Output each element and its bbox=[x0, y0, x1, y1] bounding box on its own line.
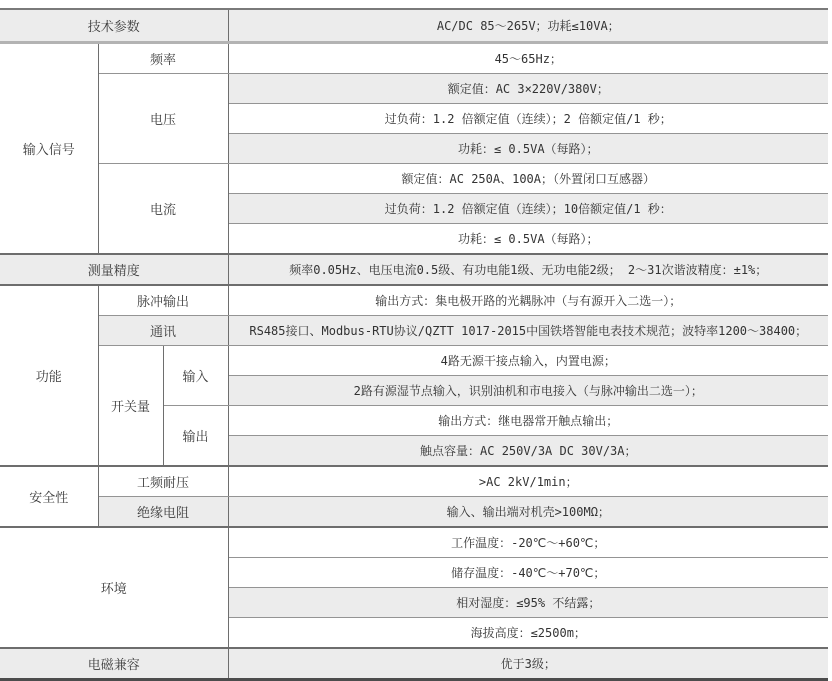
value-relative-humidity: 相对湿度：≤95% 不结露； bbox=[228, 588, 828, 618]
table-row bbox=[0, 254, 828, 285]
value-communication: RS485接口、Modbus-RTU协议/QZTT 1017-2015中国铁塔智能电表技术规范；波特率1200～38400； bbox=[228, 316, 828, 346]
value-di-dry-contact: 4路无源干接点输入，内置电源； bbox=[228, 346, 828, 376]
value-withstand-voltage: >AC 2kV/1min； bbox=[228, 466, 828, 497]
row-label-tech-params: 技术参数 bbox=[0, 9, 228, 43]
row-label-digital-input: 输入 bbox=[163, 346, 228, 406]
row-label-current: 电流 bbox=[98, 164, 228, 255]
value-voltage-consumption: 功耗：≤ 0.5VA（每路）； bbox=[228, 134, 828, 164]
row-label-communication: 通讯 bbox=[98, 316, 228, 346]
table-row bbox=[0, 9, 828, 43]
row-label-environment: 环境 bbox=[0, 527, 228, 648]
row-label-withstand-voltage: 工频耐压 bbox=[98, 466, 228, 497]
table-row bbox=[0, 74, 828, 104]
row-label-safety: 安全性 bbox=[0, 466, 98, 527]
row-label-frequency: 频率 bbox=[98, 43, 228, 74]
table-row bbox=[0, 466, 828, 497]
row-label-voltage: 电压 bbox=[98, 74, 228, 164]
value-working-temperature: 工作温度：-20℃～+60℃； bbox=[228, 527, 828, 558]
table-row bbox=[0, 497, 828, 528]
table-row bbox=[0, 346, 828, 376]
row-label-pulse-output: 脉冲输出 bbox=[98, 285, 228, 316]
value-accuracy: 频率0.05Hz、电压电流0.5级、有功电能1级、无功电能2级； 2～31次谐波精度：±1%； bbox=[228, 254, 828, 285]
value-voltage-rated: 额定值：AC 3×220V/380V； bbox=[228, 74, 828, 104]
row-label-function: 功能 bbox=[0, 285, 98, 466]
table-row bbox=[0, 43, 828, 74]
value-insulation-resistance: 输入、输出端对机壳>100MΩ； bbox=[228, 497, 828, 528]
table-row bbox=[0, 285, 828, 316]
table-row bbox=[0, 527, 828, 558]
value-voltage-overload: 过负荷：1.2 倍额定值（连续）；2 倍额定值/1 秒； bbox=[228, 104, 828, 134]
spec-table bbox=[0, 8, 828, 681]
value-power-supply: AC/DC 85～265V；功耗≤10VA； bbox=[228, 9, 828, 43]
value-do-capacity: 触点容量：AC 250V/3A DC 30V/3A； bbox=[228, 436, 828, 467]
row-label-input-signal: 输入信号 bbox=[0, 43, 98, 255]
value-current-consumption: 功耗：≤ 0.5VA（每路）； bbox=[228, 224, 828, 255]
table-row bbox=[0, 164, 828, 194]
value-altitude: 海拔高度：≤2500m； bbox=[228, 618, 828, 649]
table-row bbox=[0, 316, 828, 346]
value-frequency-range: 45～65Hz； bbox=[228, 43, 828, 74]
value-storage-temperature: 储存温度：-40℃～+70℃； bbox=[228, 558, 828, 588]
row-label-insulation-resistance: 绝缘电阻 bbox=[98, 497, 228, 528]
value-pulse-output: 输出方式：集电极开路的光耦脉冲（与有源开入二选一）； bbox=[228, 285, 828, 316]
value-current-overload: 过负荷：1.2 倍额定值（连续）；10倍额定值/1 秒： bbox=[228, 194, 828, 224]
row-label-digital-output: 输出 bbox=[163, 406, 228, 467]
value-current-rated: 额定值：AC 250A、100A；（外置闭口互感器） bbox=[228, 164, 828, 194]
value-di-wet-contact: 2路有源湿节点输入，识别油机和市电接入（与脉冲输出二选一）； bbox=[228, 376, 828, 406]
value-emc: 优于3级； bbox=[228, 648, 828, 680]
row-label-emc: 电磁兼容 bbox=[0, 648, 228, 680]
row-label-accuracy: 测量精度 bbox=[0, 254, 228, 285]
value-do-type: 输出方式：继电器常开触点输出； bbox=[228, 406, 828, 436]
row-label-switch-io: 开关量 bbox=[98, 346, 163, 467]
